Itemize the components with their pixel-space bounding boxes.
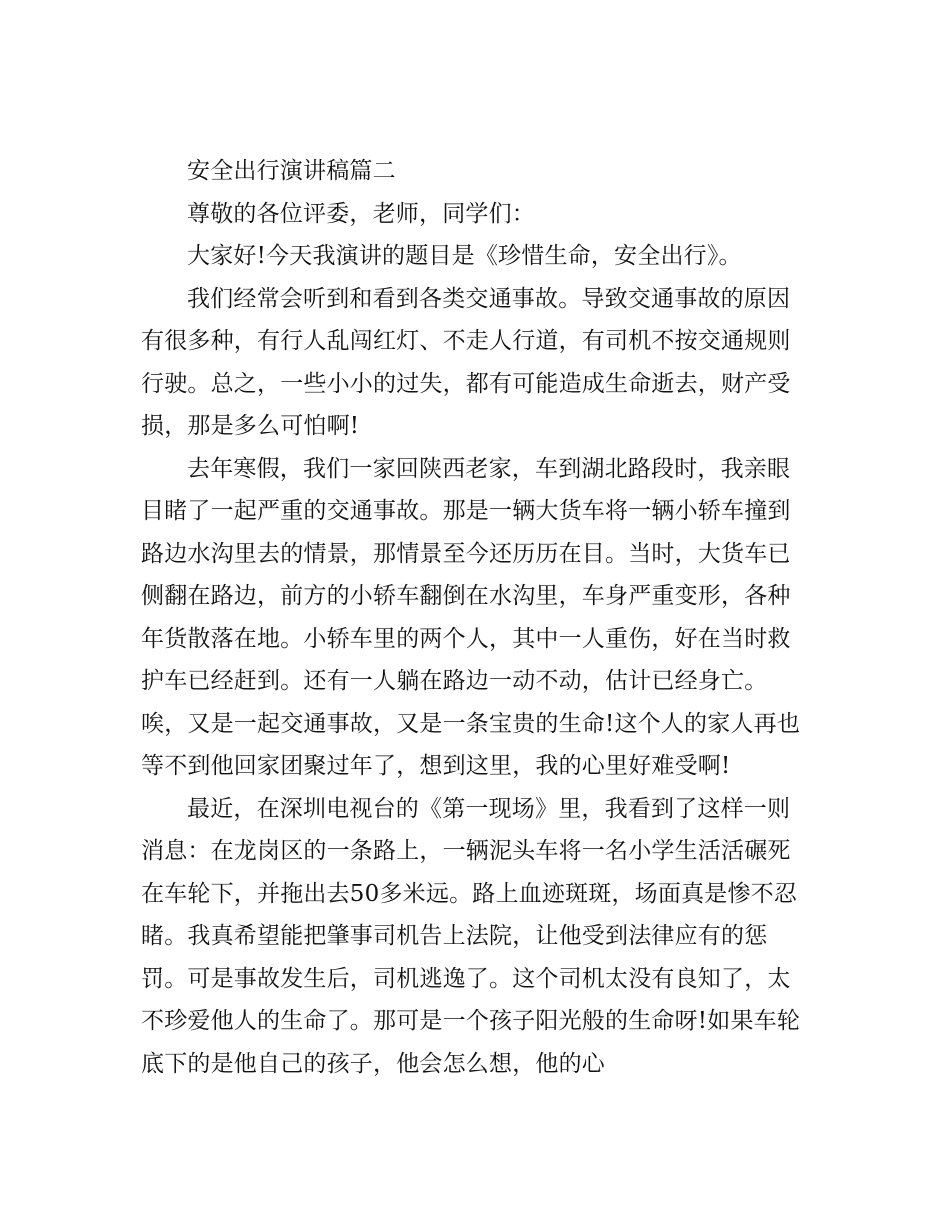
greeting-paragraph: 大家好!今天我演讲的题目是《珍惜生命，安全出行》。	[187, 243, 742, 269]
salutation: 尊敬的各位评委，老师，同学们：	[187, 200, 535, 227]
body-paragraph: 去年寒假，我们一家回陕西老家，车到湖北路段时，我亲眼目睹了一起严重的交通事故。那是一辆大货车将一辆小轿车撞到路边水沟里去的情景，那情景至今还历历在目。当时，大货车已侧翻在路边，前方的小轿车翻倒在水沟里，车身严重变形，各种年货散落在地。小轿车里的两个人，其中一人重伤，好在当时救护车已经赶到。还有一人躺在路边一动不动，估计已经身亡。唉，又是一起交通事故，又是一条宝贵的生命!这个人的家人再也等不到他回家团聚过年了，想到这里，我的心里好难受啊!	[141, 455, 801, 779]
speech-body	[141, 150, 811, 1085]
body-paragraph: 我们经常会听到和看到各类交通事故。导致交通事故的原因有很多种，有行人乱闯红灯、不走人行道，有司机不按交通规则行驶。总之，一些小小的过失，都有可能造成生命逝去，财产受损，那是多么可怕啊!	[141, 285, 791, 439]
body-paragraph: 最近，在深圳电视台的《第一现场》里，我看到了这样一则消息：在龙岗区的一条路上，一辆泥头车将一名小学生活活碾死在车轮下，并拖出去50多米远。路上血迹斑斑，场面真是惨不忍睹。我真希望能把肇事司机告上法院，让他受到法律应有的惩罚。可是事故发生后，司机逃逸了。这个司机太没有良知了，太不珍爱他人的生命了。那可是一个孩子阳光般的生命呀!如果车轮底下的是他自己的孩子，他会怎么想，他的心	[141, 795, 801, 1077]
speech-title: 安全出行演讲稿篇二	[187, 158, 396, 184]
